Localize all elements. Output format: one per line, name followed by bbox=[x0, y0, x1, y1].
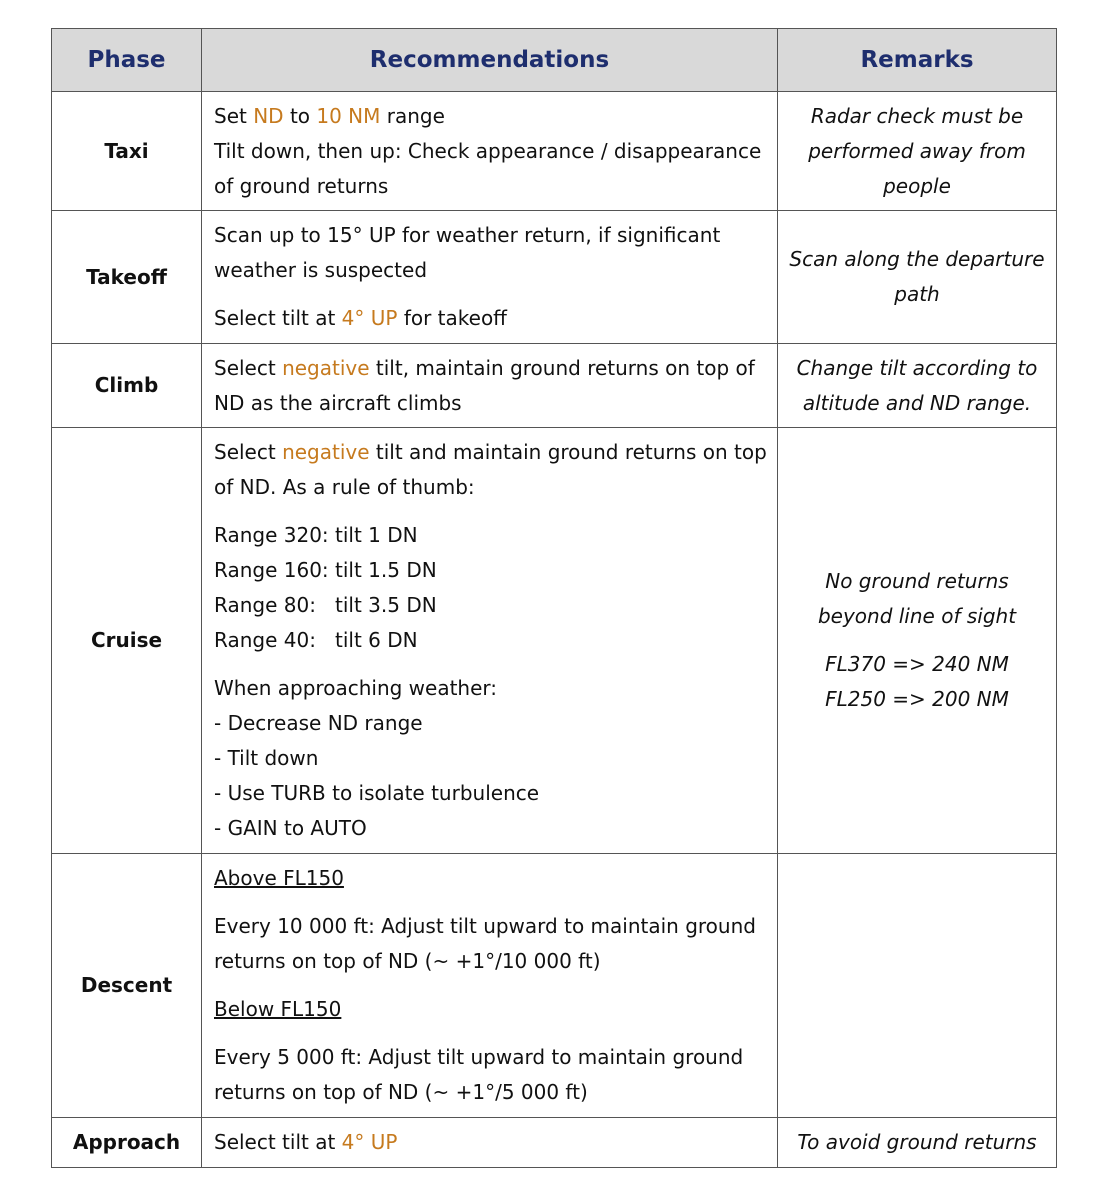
phase-cruise: Cruise bbox=[52, 428, 202, 854]
bullet-line: - Tilt down bbox=[214, 746, 319, 770]
rec-line: Tilt down, then up: Check appearance / disappearance bbox=[214, 138, 762, 163]
rec-line: weather is suspected bbox=[214, 258, 428, 282]
remark-climb: Change tilt according to altitude and ND range. bbox=[778, 344, 1057, 428]
table-row-approach bbox=[52, 1118, 1057, 1168]
recommendation-cruise bbox=[202, 428, 778, 854]
recommendation-takeoff bbox=[202, 211, 778, 344]
range-line: Range 80: tilt 3.5 DN bbox=[214, 593, 437, 617]
remark-cruise: No ground returns beyond line of sight FL370 => 240 NM FL250 => 200 NM bbox=[778, 428, 1057, 854]
rec-line: of ground returns bbox=[214, 173, 389, 198]
range-line: Range 160: tilt 1.5 DN bbox=[214, 558, 437, 582]
phase-climb: Climb bbox=[52, 344, 202, 428]
rec-line: Select tilt at 4° UP bbox=[214, 1130, 398, 1154]
highlight-text: negative bbox=[282, 440, 370, 464]
subheading-above: Above FL150 bbox=[214, 866, 344, 890]
highlight-text: ND bbox=[253, 103, 284, 128]
rec-line: When approaching weather: bbox=[214, 676, 498, 700]
table-row-cruise bbox=[52, 428, 1057, 854]
bullet-line: - GAIN to AUTO bbox=[214, 816, 367, 840]
phase-approach: Approach bbox=[52, 1118, 202, 1168]
remark-taxi: Radar check must be performed away from people bbox=[778, 92, 1057, 211]
highlight-text: 4° UP bbox=[341, 1130, 398, 1154]
bullet-line: - Decrease ND range bbox=[214, 711, 423, 735]
rec-line: Set ND to 10 NM range bbox=[214, 103, 445, 128]
range-line: Range 40: tilt 6 DN bbox=[214, 628, 418, 652]
table-row-climb bbox=[52, 344, 1057, 428]
remark-descent bbox=[778, 854, 1057, 1118]
rec-line: Select negative tilt, maintain ground returns on top of bbox=[214, 355, 755, 380]
rec-line: Select tilt at 4° UP for takeoff bbox=[214, 306, 507, 330]
header-remarks: Remarks bbox=[778, 29, 1057, 92]
rec-line: of ND. As a rule of thumb: bbox=[214, 475, 475, 499]
recommendation-taxi bbox=[202, 92, 778, 211]
highlight-text: 10 NM bbox=[316, 103, 381, 128]
table-row-takeoff bbox=[52, 211, 1057, 344]
rec-line: ND as the aircraft climbs bbox=[214, 390, 462, 415]
rec-line: Scan up to 15° UP for weather return, if significant bbox=[214, 223, 721, 247]
table-row-taxi bbox=[52, 92, 1057, 211]
highlight-text: negative bbox=[282, 355, 370, 380]
rec-line: Every 10 000 ft: Adjust tilt upward to maintain ground bbox=[214, 914, 756, 938]
recommendation-approach bbox=[202, 1118, 778, 1168]
table-row-descent bbox=[52, 854, 1057, 1118]
radar-tilt-table bbox=[51, 28, 1057, 1168]
header-recommendations: Recommendations bbox=[202, 29, 778, 92]
recommendation-climb bbox=[202, 344, 778, 428]
recommendation-descent bbox=[202, 854, 778, 1118]
highlight-text: 4° UP bbox=[341, 306, 398, 330]
header-row bbox=[52, 29, 1057, 92]
phase-takeoff: Takeoff bbox=[52, 211, 202, 344]
rec-line: returns on top of ND (~ +1°/5 000 ft) bbox=[214, 1080, 588, 1104]
phase-descent: Descent bbox=[52, 854, 202, 1118]
remark-takeoff: Scan along the departure path bbox=[778, 211, 1057, 344]
phase-taxi: Taxi bbox=[52, 92, 202, 211]
bullet-line: - Use TURB to isolate turbulence bbox=[214, 781, 540, 805]
rec-line: returns on top of ND (~ +1°/10 000 ft) bbox=[214, 949, 601, 973]
subheading-below: Below FL150 bbox=[214, 997, 342, 1021]
header-phase: Phase bbox=[52, 29, 202, 92]
range-line: Range 320: tilt 1 DN bbox=[214, 523, 418, 547]
remark-approach: To avoid ground returns bbox=[778, 1118, 1057, 1168]
rec-line: Every 5 000 ft: Adjust tilt upward to maintain ground bbox=[214, 1045, 744, 1069]
rec-line: Select negative tilt and maintain ground returns on top bbox=[214, 440, 767, 464]
